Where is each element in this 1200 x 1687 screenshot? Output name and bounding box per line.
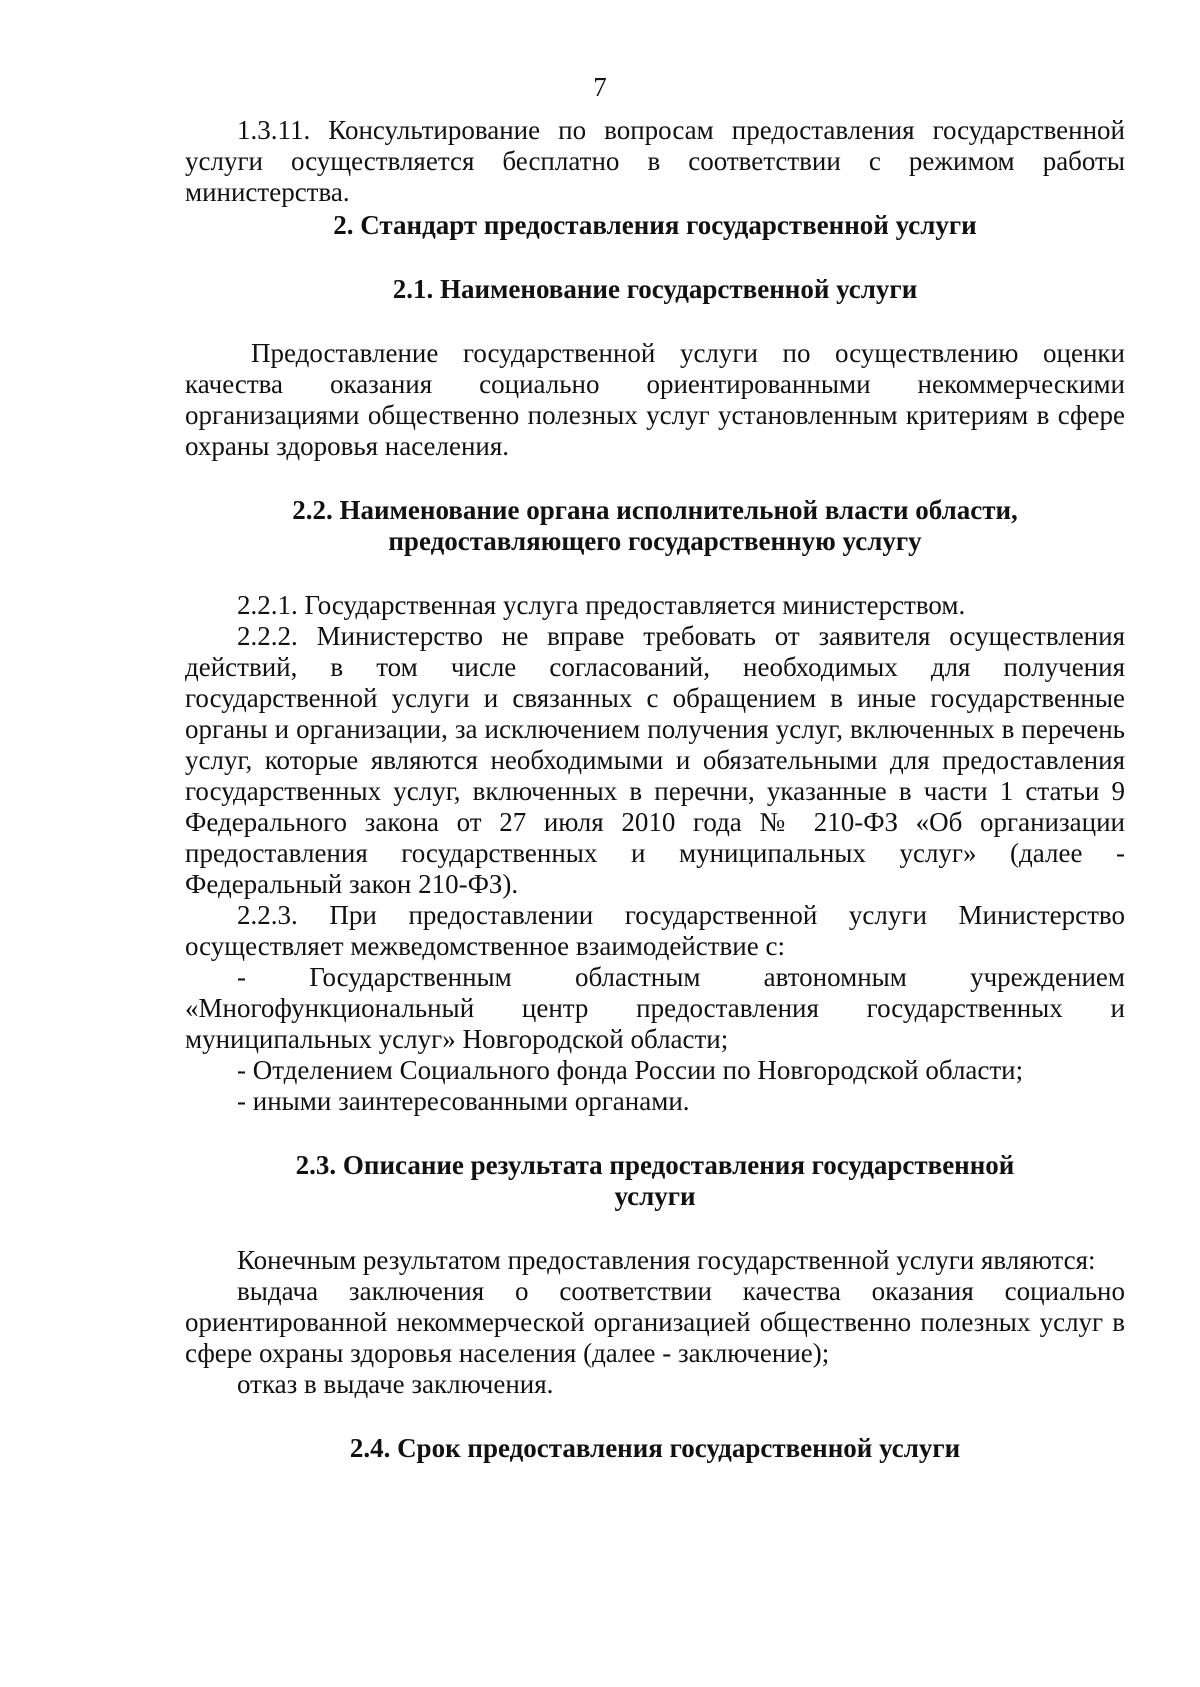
- section-heading-2-2-line2: предоставляющего государственную услугу: [388, 526, 922, 556]
- section-heading-2-2-line1: 2.2. Наименование органа исполнительной власти области,: [292, 495, 1018, 525]
- page-number: 7: [593, 72, 607, 102]
- section-heading-2-3: [185, 1150, 1125, 1212]
- paragraph-2-2-3: 2.2.3. При предоставлении государственной услуги Министерство осуществляет межведомственное взаимодействие с:: [185, 900, 1125, 961]
- paragraph-2-3-item-1: выдача заключения о соответствии качества оказания социально ориентированной некоммерческой организацией общественно полезных услуг в сфере охраны здоровья населения (далее - заключение);: [185, 1276, 1125, 1368]
- paragraph-2-2-2: 2.2.2. Министерство не вправе требовать от заявителя осуществления действий, в том числе согласований, необходимых для получения государственной услуги и связанных с обращением в иные государственные органы и организации, за исключением получения услуг, включенных в перечень услуг, которые являются необходимыми и обязательными для предоставления государственных услуг, включенных в перечни, указанные в части 1 статьи 9 Федерального закона от 27 июля 2010 года № 210-ФЗ «Об организации предоставления государственных и муниципальных услуг» (далее - Федеральный закон 210-ФЗ).: [185, 621, 1125, 899]
- paragraph-2-2-1: 2.2.1. Государственная услуга предоставляется министерством.: [237, 590, 966, 620]
- section-heading-2-3-line1: 2.3. Описание результата предоставления государственной: [295, 1150, 1015, 1180]
- list-item: - иными заинтересованными органами.: [237, 1086, 690, 1116]
- paragraph-2-3-intro: Конечным результатом предоставления государственной услуги являются:: [237, 1245, 1096, 1275]
- document-body: [185, 115, 1125, 1464]
- list-item: - Отделением Социального фонда России по Новгородской области;: [237, 1055, 1024, 1085]
- paragraph-2-3-item-2: отказ в выдаче заключения.: [237, 1369, 554, 1399]
- list-item: - Государственным областным автономным учреждением «Многофункциональный центр предоставления государственных и муниципальных услуг» Новгородской области;: [185, 962, 1125, 1054]
- paragraph-2-1: Предоставление государственной услуги по осуществлению оценки качества оказания социально ориентированными некоммерческими организациями общественно полезных услуг установленным критериям в сфере охраны здоровья населения.: [185, 338, 1125, 461]
- section-heading-2-4: 2.4. Срок предоставления государственной услуги: [349, 1433, 961, 1463]
- paragraph-1-3-11: 1.3.11. Консультирование по вопросам предоставления государственной услуги осуществляется бесплатно в соответствии с режимом работы министерства.: [185, 115, 1125, 207]
- section-heading-2-3-line2: услуги: [614, 1181, 696, 1211]
- section-heading-2: 2. Стандарт предоставления государственной услуги: [333, 210, 977, 240]
- section-heading-2-2: [185, 495, 1125, 557]
- section-heading-2-1: 2.1. Наименование государственной услуги: [392, 274, 918, 304]
